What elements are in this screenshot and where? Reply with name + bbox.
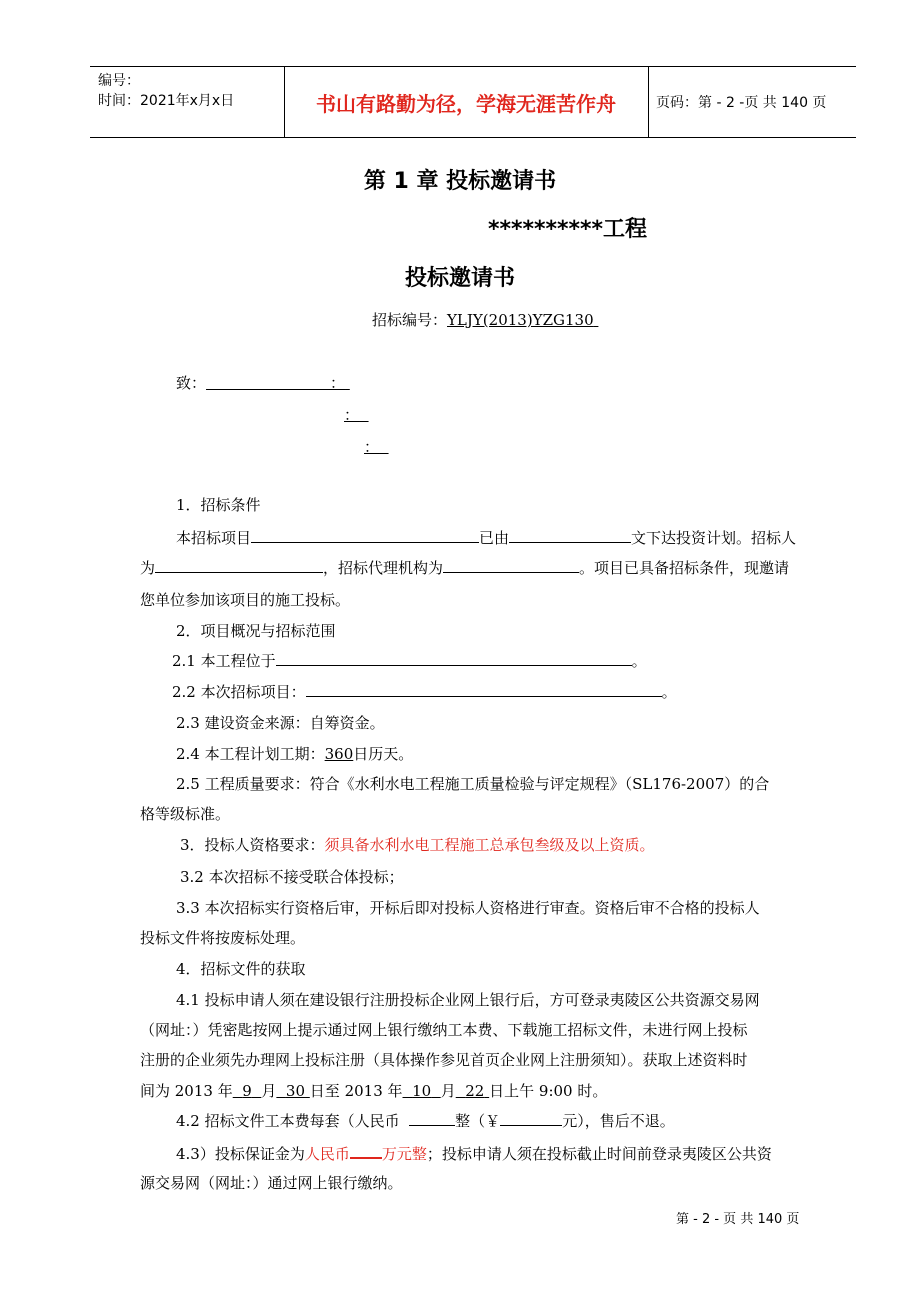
s3-item-3a: 3.3 本次招标实行资格后审，开标后即对投标人资格进行审查。资格后审不合格的投标人 (176, 899, 760, 917)
s2-item-1 (172, 650, 647, 672)
addressee-colon: ： (330, 374, 346, 392)
s4-text: 元），售后不退。 (562, 1112, 675, 1130)
colon-line-2 (364, 436, 389, 458)
s2-item-2 (172, 681, 677, 703)
section-1-heading: 1．招标条件 (176, 496, 261, 514)
section-4-heading: 4．招标文件的获取 (176, 960, 306, 978)
s4-p1-line-1: 4.1 投标申请人须在建设银行注册投标企业网上银行后，方可登录夷陵区公共资源交易网 (176, 991, 760, 1009)
s4-p3-line-1 (176, 1142, 772, 1165)
tenderer-blank (155, 557, 323, 573)
page-footer: 第 - 2 - 页 共 140 页 (676, 1212, 800, 1227)
start-day: 30 (285, 1082, 306, 1100)
s4-text: 月 (261, 1082, 277, 1100)
approval-blank (509, 527, 631, 543)
s2-text: 。 (661, 683, 677, 701)
chapter-title: 第 1 章 投标邀请书 (363, 169, 557, 194)
start-month: 9 (242, 1082, 252, 1100)
addressee-line (176, 372, 350, 394)
s2-item-5a: 2.5 工程质量要求：符合《水利水电工程施工质量检验与评定规程》（SL176-2007）的合 (176, 775, 770, 793)
s1-line-1 (176, 527, 796, 549)
s1-text: 文下达投资计划。招标人 (631, 529, 797, 547)
s1-text: 为 (140, 559, 156, 577)
page-header (90, 66, 856, 138)
s1-text: 已由 (479, 529, 510, 547)
s4-p3-line-2: 源交易网（网址：）通过网上银行缴纳。 (140, 1174, 403, 1192)
deposit-unit: 万元整 (381, 1145, 427, 1163)
s4-p2 (176, 1110, 675, 1132)
s2-text: 2.1 本工程位于 (172, 652, 276, 670)
section-3-heading (180, 834, 655, 856)
s4-text: 月 (440, 1082, 456, 1100)
s2-item-3: 2.3 建设资金来源：自筹资金。 (176, 714, 385, 732)
tender-number-label: 招标编号： (372, 311, 448, 329)
end-day: 22 (465, 1082, 485, 1100)
fee-amount-blank (409, 1110, 455, 1126)
deposit-amount-blank (350, 1142, 382, 1159)
s4-p1-line-4 (140, 1080, 607, 1102)
time-label: 时间：2021年x月x日 (98, 93, 235, 109)
s2-item-4 (176, 743, 413, 765)
colon-mark: ： (364, 438, 380, 456)
qualification-requirement: 须具备水利水电工程施工总承包叁级及以上资质。 (324, 836, 655, 854)
s4-p1-line-2: （网址：）凭密匙按网上提示通过网上银行缴纳工本费、下载施工招标文件，未进行网上投标 (140, 1021, 748, 1039)
s3-item-3b: 投标文件将按废标处理。 (140, 929, 306, 947)
tender-number (372, 309, 598, 331)
header-divider (648, 67, 649, 137)
fee-yuan-blank (500, 1110, 562, 1126)
duration-value: 360 (324, 745, 354, 763)
header-divider (284, 67, 285, 137)
s4-text: 整（￥ (455, 1112, 501, 1130)
number-label: 编号： (98, 73, 140, 89)
s4-text: 间为 2013 年 (140, 1082, 233, 1100)
s1-text: ，招标代理机构为 (323, 559, 444, 577)
end-month: 10 (412, 1082, 432, 1100)
colon-line-1 (344, 404, 369, 426)
s4-text: 日至 2013 年 (309, 1082, 403, 1100)
s2-text: 2.4 本工程计划工期： (176, 745, 325, 763)
s1-line-3: 您单位参加该项目的施工投标。 (140, 591, 351, 609)
location-blank (276, 650, 632, 666)
s2-text: 日历天。 (353, 745, 414, 763)
tender-number-value: YLJY(2013)YZG130 (447, 311, 594, 329)
section-2-heading: 2．项目概况与招标范围 (176, 622, 336, 640)
s2-item-5b: 格等级标准。 (140, 805, 231, 823)
project-name-blank (251, 527, 479, 543)
header-meta (98, 71, 234, 111)
document-title: 投标邀请书 (404, 266, 515, 291)
s2-text: 2.2 本次招标项目： (172, 683, 306, 701)
addressee-label: 致： (176, 374, 207, 392)
s1-text: 。项目已具备招标条件，现邀请 (579, 559, 790, 577)
s4-text: ；投标申请人须在投标截止时间前登录夷陵区公共资 (426, 1145, 772, 1163)
header-page-info: 页码：第 - 2 -页 共 140 页 (656, 95, 827, 111)
s1-text: 本招标项目 (176, 529, 252, 547)
s4-text: 4.3）投标保证金为 (176, 1145, 305, 1163)
agency-blank (443, 557, 579, 573)
colon-mark: ： (344, 406, 360, 424)
scope-blank (306, 681, 662, 697)
s4-text: 日上午 9:00 时。 (489, 1082, 608, 1100)
s4-p1-line-3: 注册的企业须先办理网上投标注册（具体操作参见首页企业网上注册须知）。获取上述资料时 (140, 1051, 748, 1069)
project-title: **********工程 (488, 217, 648, 242)
s2-text: 。 (631, 652, 647, 670)
header-motto: 书山有路勤为径，学海无涯苦作舟 (316, 91, 616, 116)
s3-heading-text: 3．投标人资格要求： (180, 836, 325, 854)
deposit-currency: 人民币 (304, 1145, 350, 1163)
s4-text: 4.2 招标文件工本费每套（人民币 (176, 1112, 400, 1130)
s1-line-2 (140, 557, 789, 579)
s3-item-2: 3.2 本次招标不接受联合体投标； (180, 868, 404, 886)
